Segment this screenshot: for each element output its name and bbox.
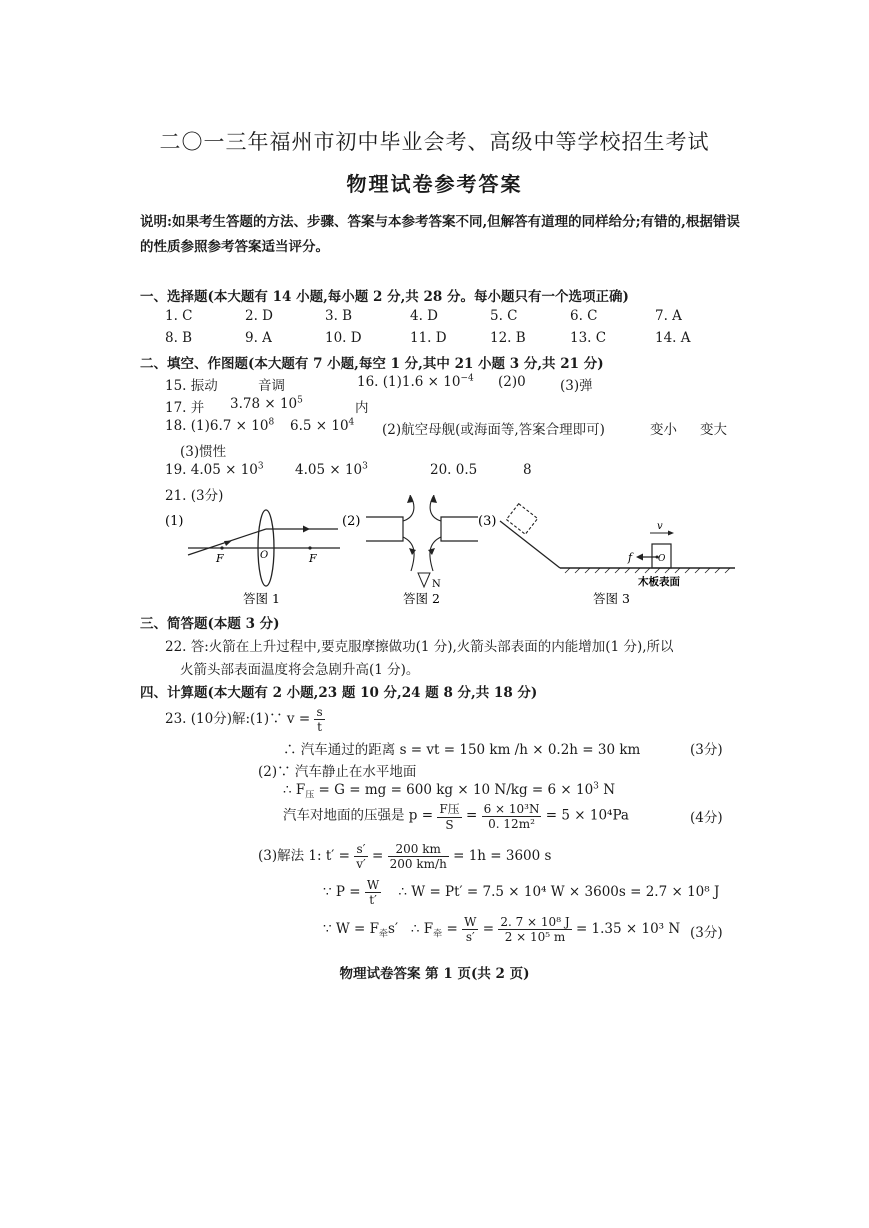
q20-answer-a: 20. 0.5: [430, 462, 478, 478]
figure-1-lens-diagram: [165, 510, 340, 586]
answer-1: 1. C: [165, 308, 193, 324]
figure-1-caption: 答图 1: [243, 591, 280, 606]
answer-10: 10. D: [325, 330, 362, 346]
fig3-number: (3): [478, 514, 497, 529]
q23-pressure-force-line: ∴ $F_压 = G$ = mg = 600 kg × 10 $N/kg = 6 \times 10^3$ N: [283, 781, 616, 801]
board-surface-label: 木板表面: [638, 576, 680, 588]
answer-9: 9. A: [245, 330, 272, 346]
exam-title: 二〇一三年福州市初中毕业会考、高级中等学校招生考试: [159, 130, 710, 154]
figure-3-caption: 答图 3: [593, 591, 630, 606]
focus-left-point: [220, 546, 223, 549]
focus-right-point: [308, 546, 311, 549]
answer-3: 3. B: [325, 308, 353, 324]
fig1-number: (1): [165, 514, 184, 529]
q23-work-line: ∵ P = $\frac{W}{t'}$ ∴ W = Pt′ = 7.5 × 10⁴ W × 3600s = 2.7 × 10⁸ J: [323, 878, 720, 907]
q16-answer-c: (3)弹: [560, 378, 593, 394]
q17-answer-c: 内: [355, 400, 369, 416]
right-magnet: [441, 517, 478, 541]
friction-label: f: [628, 551, 633, 564]
refracted-ray-arrow: [303, 526, 310, 533]
answer-14: 14. A: [655, 330, 691, 346]
q18-answer-f: (3)惯性: [180, 444, 227, 460]
compass-needle: [418, 573, 430, 587]
q22-answer-line2: 火箭头部表面温度将会急剧升高(1 分)。: [180, 662, 420, 678]
q19-answer-b: $4.05 \times 10^3$: [295, 461, 368, 478]
q17-answer-b: $3.78 \times 10^5$: [230, 395, 303, 412]
block-center-label: O: [658, 554, 666, 564]
q18-answer-b: $6.5 \times 10^4$: [290, 417, 355, 434]
page-subtitle: 物理试卷参考答案: [346, 172, 523, 196]
section2-heading: 二、填空、作图题(本大题有 7 小题,每空 1 分,其中 21 小题 3 分,共 21 分): [140, 356, 604, 372]
q23-time-line: (3)解法 1: t′ = $\frac{s'}{v'}$ = $\frac{200 km}{200 km/h}$ = 1h = 3600 s: [258, 842, 552, 871]
answer-11: 11. D: [410, 330, 447, 346]
focus-right-label: F: [309, 552, 317, 565]
answer-2: 2. D: [245, 308, 273, 324]
figure-2-caption: 答图 2: [403, 591, 440, 606]
field-line-1: [403, 495, 414, 521]
q23-pressure-line: 汽车对地面的压强是 p = $\frac{\text{F压}}{S}$ = $\frac{\text{6 × 10³N}}{\text{0. 12m²}}$ = 5 × 10⁴Pa: [283, 801, 629, 832]
friction-arrowhead: [636, 554, 643, 561]
velocity-label: v: [657, 521, 663, 532]
answer-6: 6. C: [570, 308, 598, 324]
q21-label: 21. (3分): [165, 488, 224, 504]
section3-heading: 三、简答题(本题 3 分): [140, 616, 280, 632]
answer-8: 8. B: [165, 330, 193, 346]
q20-answer-b: 8: [523, 462, 532, 478]
q18-answer-e: 变大: [700, 422, 727, 438]
answer-12: 12. B: [490, 330, 526, 346]
field-arrow-3: [409, 548, 416, 555]
q22-answer-line1: 22. 答:火箭在上升过程中,要克服摩擦做功(1 分),火箭头部表面的内能增加(1 分),所以: [165, 639, 674, 655]
answer-5: 5. C: [490, 308, 518, 324]
focus-left-label: F: [216, 552, 224, 565]
section4-heading: 四、计算题(本大题有 2 小题,23 题 10 分,24 题 8 分,共 18 分): [140, 685, 538, 701]
figure-3-incline-diagram: [478, 504, 735, 588]
q23-distance-line: ∴ 汽车通过的距离 s = vt = 150 km /h × 0.2h = 30 km: [283, 742, 641, 758]
field-arrow-4: [428, 548, 435, 555]
q17-answer-a: 17. 并: [165, 400, 205, 416]
q23-pressure-score: (4分): [690, 810, 723, 826]
field-line-2: [430, 495, 441, 521]
q15-answer-b: 音调: [258, 378, 285, 394]
incident-ray-arrow: [224, 541, 232, 547]
q19-answer-a: 19. $4.05 \times 10^3$: [165, 461, 264, 478]
answer-figures: [160, 495, 740, 610]
q23-part1-formula: 23. (10分)解:(1)∵ v = $\frac{s}{t}$: [165, 705, 323, 734]
q18-answer-c: (2)航空母舰(或海面等,答案合理即可): [382, 422, 605, 438]
compass-north-label: N: [432, 579, 441, 590]
fig2-number: (2): [342, 514, 361, 529]
left-magnet: [366, 517, 403, 541]
q23-force-score: (3分): [690, 925, 723, 941]
figure-2-magnet-diagram: [342, 495, 478, 590]
q23-part2-condition: (2)∵ 汽车静止在水平地面: [258, 764, 417, 780]
q16-answer-a: 16. $(1)1.6 \times 10^{-4}$: [357, 373, 474, 390]
q23-distance-score: (3分): [690, 742, 723, 758]
grading-note: 说明:如果考生答题的方法、步骤、答案与本参考答案不同,但解答有道理的同样给分;有错的,根据错误的性质参照参考答案适当评分。: [140, 214, 740, 255]
answer-4: 4. D: [410, 308, 438, 324]
q23-force-line: ∵ $W = F_牵s'$ ∴ $F_牵$ = $\frac{W}{s'}$ = $\frac{\text{2. 7 × 10⁸ J}}{\text{2 × 10⁵ m}}$ = 1.35 × 10³ N: [323, 915, 681, 944]
q18-answer-d: 变小: [650, 422, 677, 438]
q16-answer-b: (2)0: [498, 374, 526, 390]
answer-13: 13. C: [570, 330, 607, 346]
q15-answer-a: 15. 振动: [165, 378, 218, 394]
answer-7: 7. A: [655, 308, 682, 324]
velocity-arrowhead: [668, 531, 674, 536]
page-footer: 物理试卷答案 第 1 页(共 2 页): [339, 966, 530, 982]
optical-center-label: O: [260, 550, 269, 561]
section1-heading: 一、选择题(本大题有 14 小题,每小题 2 分,共 28 分。每小题只有一个选项正确): [140, 289, 629, 305]
q18-answer-a: 18. $(1)6.7 \times 10^8$: [165, 417, 275, 434]
